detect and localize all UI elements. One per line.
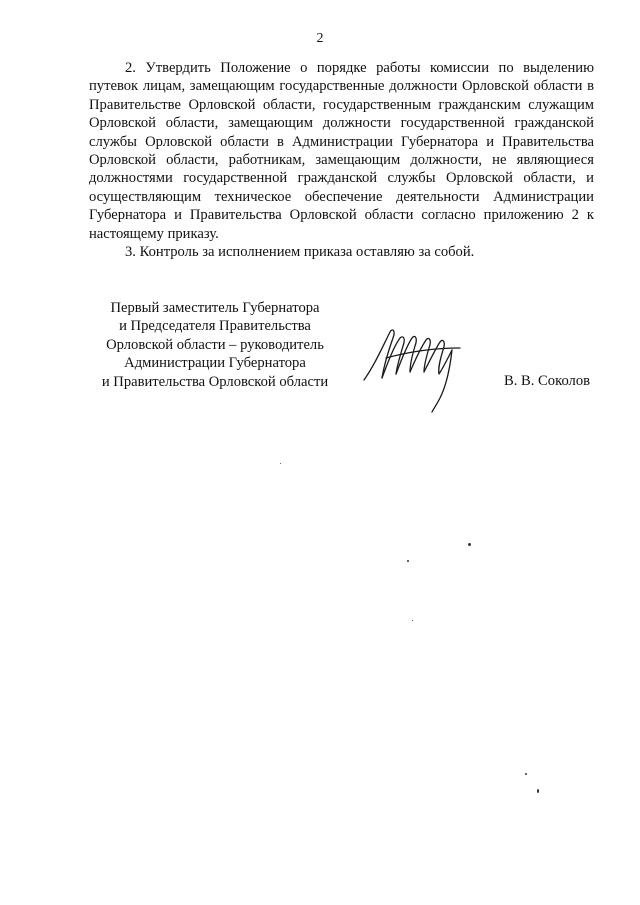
handwritten-signature xyxy=(360,318,480,418)
scan-speck xyxy=(412,620,413,621)
order-body-text xyxy=(89,59,594,261)
signatory-title-line: Администрации Губернатора xyxy=(124,355,306,372)
paragraph-approve-regulation: 2. Утвердить Положение о порядке работы комиссии по выделению путевок лицам, замещающим государственные должности Орловской области в Правительстве Орловской области, государственным гражданским служащим Орловской области, замещающим должности государственной гражданской службы Орловской области в Администрации Губернатора и Правительства Орловской области, работникам, замещающим должности, не являющиеся должностями государственной гражданской службы Орловской области, и осуществляющим техническое обеспечение деятельности Администрации Губернатора и Правительства Орловской области согласно приложению 2 к настоящему приказу. xyxy=(89,60,594,242)
scan-speck xyxy=(468,543,471,546)
scan-speck xyxy=(407,560,409,562)
page-number: 2 xyxy=(316,31,324,46)
signatory-title-line: Орловской области – руководитель xyxy=(106,336,324,353)
signatory-title-line: Первый заместитель Губернатора xyxy=(110,300,320,316)
signatory-title-line: и Правительства Орловской области xyxy=(101,373,329,390)
scan-speck xyxy=(525,773,527,775)
signatory-title-block xyxy=(80,299,350,391)
scan-speck xyxy=(537,789,539,793)
scan-speck xyxy=(280,463,281,464)
paragraph-control-clause: 3. Контроль за исполнением приказа оставляю за собой. xyxy=(125,244,475,261)
signatory-title-line: и Председателя Правительства xyxy=(119,318,311,335)
signer-name: В. В. Соколов xyxy=(504,373,591,389)
